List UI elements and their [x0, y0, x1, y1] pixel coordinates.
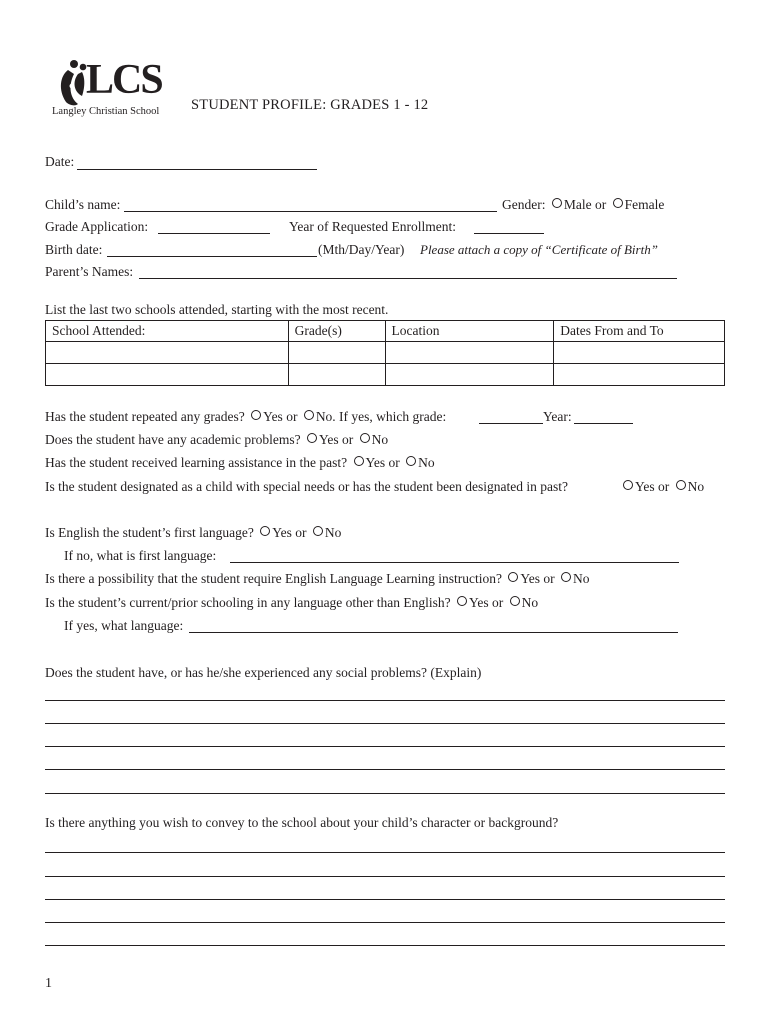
gender-male-label: Male or: [563, 197, 607, 212]
child-name-label: Child’s name:: [45, 197, 121, 212]
assistance-no-radio[interactable]: [406, 456, 416, 466]
header-school-attended: School Attended:: [46, 321, 289, 342]
first-language-label: If no, what is first language:: [64, 548, 217, 563]
schools-table-header: [46, 321, 725, 342]
learning-assistance-question: [45, 455, 435, 471]
grade-application-label: Grade Application:: [45, 219, 149, 234]
english-text: Is English the student’s first language?: [45, 525, 254, 540]
birth-certificate-note: Please attach a copy of “Certificate of Birth”: [420, 242, 658, 257]
character-answer-line[interactable]: [45, 922, 725, 923]
english-no-radio[interactable]: [313, 526, 323, 536]
school-cell[interactable]: [46, 342, 289, 364]
repeated-grades-text: Has the student repeated any grades?: [45, 409, 245, 424]
gender-group: [502, 197, 664, 213]
academic-yes-radio[interactable]: [307, 433, 317, 443]
grades-cell[interactable]: [288, 342, 385, 364]
english-no-label: No: [324, 525, 342, 540]
other-yes-radio[interactable]: [457, 596, 467, 606]
character-answer-line[interactable]: [45, 899, 725, 900]
social-answer-line[interactable]: [45, 746, 725, 747]
parents-names-field[interactable]: [139, 278, 677, 279]
other-yes-label: Yes or: [469, 595, 504, 610]
birth-date-field[interactable]: [107, 256, 317, 257]
social-answer-line[interactable]: [45, 793, 725, 794]
english-yes-radio[interactable]: [260, 526, 270, 536]
page-number: 1: [45, 976, 52, 991]
ell-text: Is there a possibility that the student require English Language Learning instruction?: [45, 571, 503, 586]
dates-cell[interactable]: [554, 364, 725, 386]
character-answer-line[interactable]: [45, 876, 725, 877]
special-yes-radio[interactable]: [623, 480, 633, 490]
table-row: [46, 364, 725, 386]
repeated-yes-label: Yes or: [263, 409, 298, 424]
gender-label: Gender:: [502, 197, 546, 212]
logo-letters: LCS: [86, 57, 162, 103]
ell-question: [45, 571, 590, 587]
gender-male-radio[interactable]: [552, 198, 562, 208]
special-text: Is the student designated as a child with special needs or has the student been designated in past?: [45, 479, 568, 494]
repeated-year-field[interactable]: [574, 423, 633, 424]
academic-no-label: No: [371, 432, 389, 447]
schools-intro: List the last two schools attended, starting with the most recent.: [45, 302, 389, 317]
assistance-yes-label: Yes or: [365, 455, 400, 470]
gender-female-label: Female: [624, 197, 665, 212]
other-language-text: Is the student’s current/prior schooling in any language other than English?: [45, 595, 451, 610]
assistance-text: Has the student received learning assistance in the past?: [45, 455, 348, 470]
academic-text: Does the student have any academic problems?: [45, 432, 301, 447]
academic-yes-label: Yes or: [319, 432, 354, 447]
character-answer-line[interactable]: [45, 945, 725, 946]
school-logo: [52, 56, 178, 118]
gender-female-radio[interactable]: [613, 198, 623, 208]
repeated-grade-field[interactable]: [479, 423, 543, 424]
what-language-label: If yes, what language:: [64, 618, 184, 633]
social-answer-line[interactable]: [45, 723, 725, 724]
repeated-no-radio[interactable]: [304, 410, 314, 420]
date-label: Date:: [45, 154, 75, 169]
ell-yes-label: Yes or: [520, 571, 555, 586]
year-enrollment-label: Year of Requested Enrollment:: [289, 219, 456, 234]
birth-date-format: (Mth/Day/Year): [318, 242, 405, 257]
header-dates: Dates From and To: [554, 321, 725, 342]
what-language-field[interactable]: [189, 632, 678, 633]
year-enrollment-field[interactable]: [474, 233, 544, 234]
social-answer-line[interactable]: [45, 700, 725, 701]
repeated-yes-radio[interactable]: [251, 410, 261, 420]
special-needs-options: [620, 479, 704, 495]
dates-cell[interactable]: [554, 342, 725, 364]
academic-problems-question: [45, 432, 388, 448]
school-cell[interactable]: [46, 364, 289, 386]
special-no-radio[interactable]: [676, 480, 686, 490]
other-no-radio[interactable]: [510, 596, 520, 606]
ell-yes-radio[interactable]: [508, 572, 518, 582]
ell-no-label: No: [573, 571, 590, 586]
date-field[interactable]: [77, 169, 317, 170]
ell-no-radio[interactable]: [561, 572, 571, 582]
header-grades: Grade(s): [288, 321, 385, 342]
repeated-grades-question: [45, 409, 446, 425]
english-yes-label: Yes or: [272, 525, 307, 540]
character-answer-line[interactable]: [45, 852, 725, 853]
logo-school-name: Langley Christian School: [52, 106, 160, 117]
birth-date-label: Birth date:: [45, 242, 103, 257]
header-location: Location: [385, 321, 554, 342]
location-cell[interactable]: [385, 364, 554, 386]
assistance-no-label: No: [418, 455, 435, 470]
academic-no-radio[interactable]: [360, 433, 370, 443]
special-no-label: No: [687, 479, 705, 494]
english-first-question: [45, 525, 341, 541]
location-cell[interactable]: [385, 342, 554, 364]
social-problems-question: Does the student have, or has he/she experienced any social problems? (Explain): [45, 665, 482, 680]
repeated-year-label: Year:: [543, 409, 572, 424]
form-title: STUDENT PROFILE: GRADES 1 - 12: [191, 97, 429, 113]
schools-table: [45, 320, 725, 386]
grades-cell[interactable]: [288, 364, 385, 386]
special-yes-label: Yes or: [635, 479, 670, 494]
character-background-question: Is there anything you wish to convey to the school about your child’s character or background?: [45, 815, 559, 830]
parents-names-label: Parent’s Names:: [45, 264, 134, 279]
other-language-question: [45, 595, 538, 611]
social-answer-line[interactable]: [45, 769, 725, 770]
special-needs-question: [45, 479, 568, 495]
repeated-no-label: No. If yes, which grade:: [315, 409, 447, 424]
child-name-field[interactable]: [124, 211, 497, 212]
other-no-label: No: [521, 595, 539, 610]
assistance-yes-radio[interactable]: [354, 456, 364, 466]
first-language-field[interactable]: [230, 562, 679, 563]
grade-application-field[interactable]: [158, 233, 270, 234]
table-row: [46, 342, 725, 364]
